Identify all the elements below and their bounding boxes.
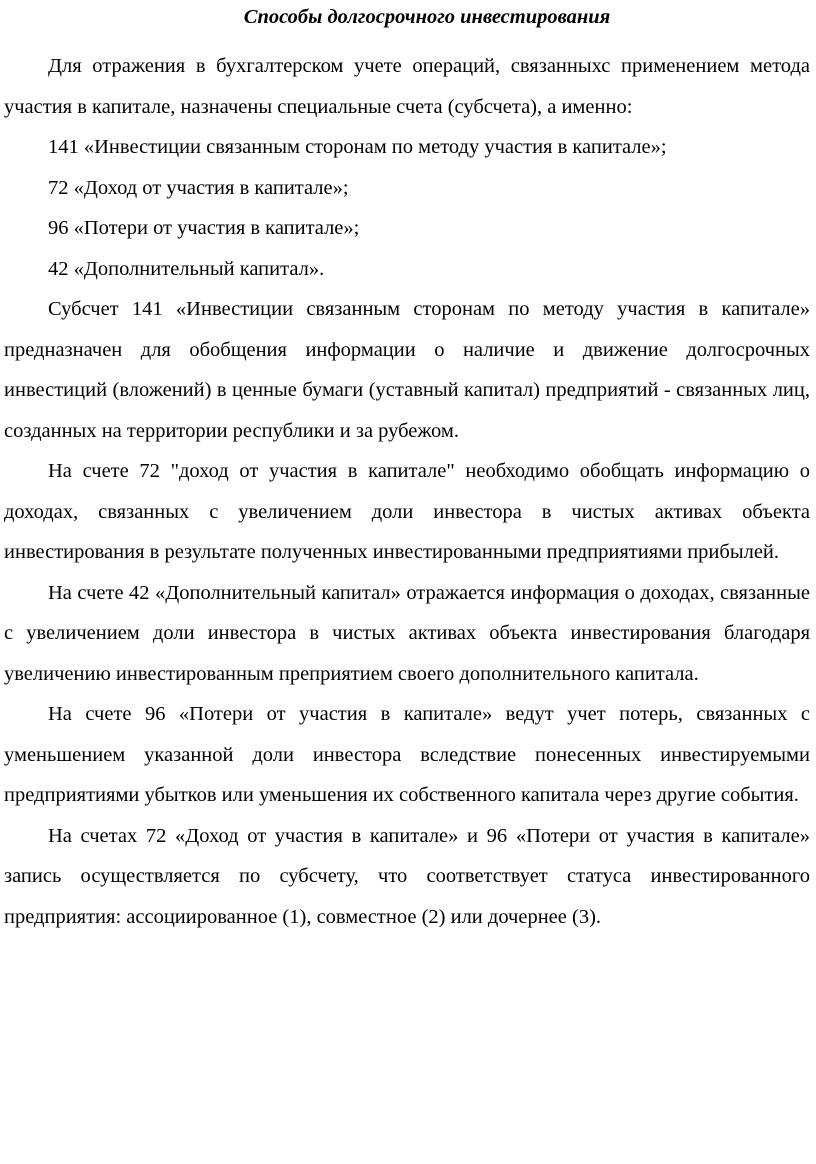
account-item-141: 141 «Инвестиции связанным сторонам по методу участия в капитале»; — [48, 136, 667, 158]
account-item-42: 42 «Дополнительный капитал». — [48, 257, 325, 280]
intro-paragraph: Для отражения в бухгалтерском учете операций, связанныхс применением метода участия в капитале, назначены специальные счета (субсчета), а именно: — [4, 55, 810, 118]
paragraph-subaccount-141: Субсчет 141 «Инвестиции связанным сторонам по методу участия в капитале» предназначен для обобщения информации о наличие и движение долгосрочных инвестиций (вложений) в ценные бумаги (уставный капитал) предприятий - связанных лиц, созданных на территории республики и за рубежом. — [4, 298, 810, 442]
account-item-72: 72 «Доход от участия в капитале»; — [48, 176, 349, 199]
title-spacer — [4, 31, 810, 46]
paragraph-account-72: На счете 72 "доход от участия в капитале" необходимо обобщать информацию о доходах, связанных с увеличением доли инвестора в чистых активах объекта инвестирования в результате полученных инвестированными предприятиями прибылей. — [4, 460, 810, 563]
paragraph-account-42: На счете 42 «Дополнительный капитал» отражается информация о доходах, связанные с увеличением доли инвестора в чистых активах объекта инвестирования благодаря увеличению инвестированным преприятием своего дополнительного капитала. — [4, 581, 810, 685]
paragraph-accounts-72-96: На счетах 72 «Доход от участия в капитале» и 96 «Потери от участия в капитале» запись осуществляется по субсчету, что соответствует статуса инвестированного предприятия: ассоциированное (1), совместное (2) или дочернее (3). — [4, 824, 810, 928]
document-title: Способы долгосрочного инвестирования — [243, 6, 611, 28]
paragraph-account-96: На счете 96 «Потери от участия в капитале» ведут учет потерь, связанных с уменьшением указанной доли инвестора вследствие понесенных инвестируемыми предприятиями убытков или уменьшения их собственного капитала через другие события. — [4, 703, 810, 806]
account-item-96: 96 «Потери от участия в капитале»; — [48, 217, 360, 239]
